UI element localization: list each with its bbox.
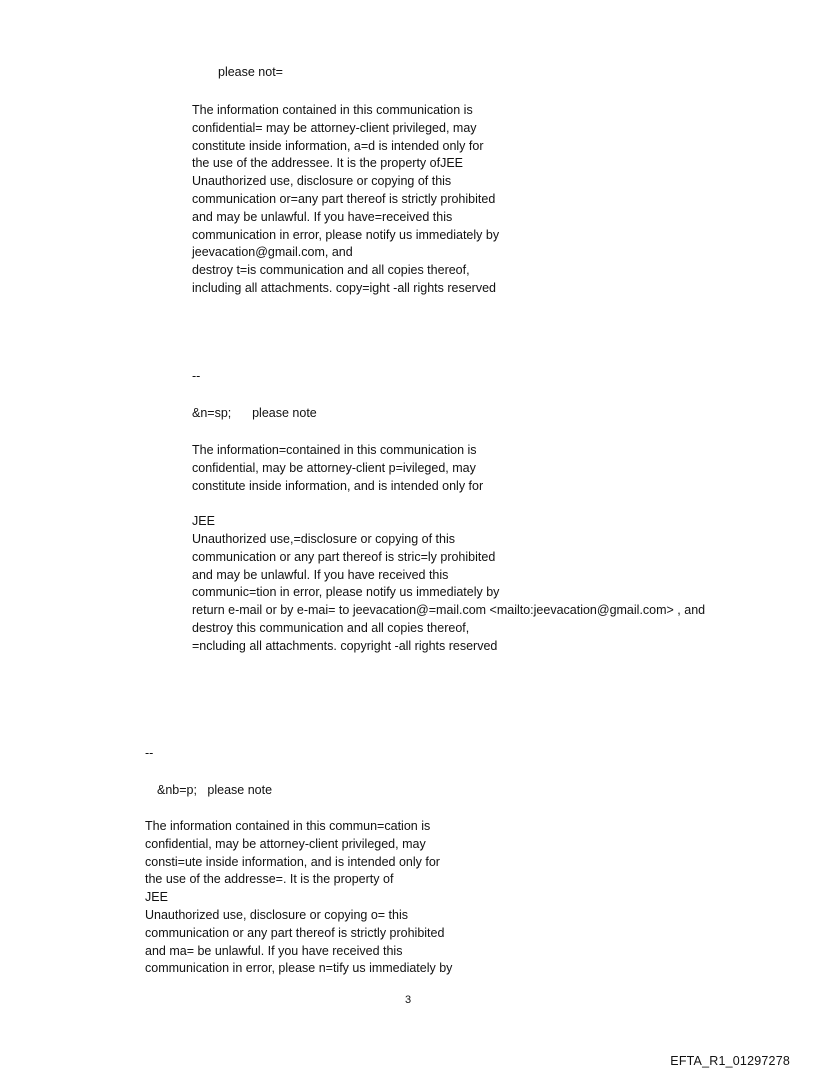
section-3-heading — [157, 782, 272, 800]
separator-text: -- — [145, 746, 154, 760]
body-line: communication or=any part thereof is strictly prohibited — [192, 191, 496, 206]
body-line: jeevacation@gmail.com, and — [192, 245, 353, 260]
body-line: constitute inside information, a=d is intended only for — [192, 138, 484, 153]
body-line: Unauthorized use, disclosure or copying of this — [192, 174, 452, 189]
body-line: JEE — [145, 890, 168, 905]
blank-line — [192, 495, 705, 513]
section-3-body — [145, 818, 452, 978]
body-line: Unauthorized use, disclosure or copying o= this — [145, 907, 408, 922]
bates-number: EFTA_R1_01297278 — [670, 1054, 790, 1068]
page-number: 3 — [404, 994, 412, 1006]
body-line: and ma= be unlawful. If you have received this — [145, 943, 403, 958]
body-line: =ncluding all attachments. copyright -all rights reserved — [192, 638, 498, 653]
body-line: confidential, may be attorney-client p=ivileged, may — [192, 460, 476, 475]
heading-text: please not= — [218, 65, 283, 79]
section-3-separator — [145, 745, 153, 763]
body-line: The information contained in this commun=cation is — [145, 819, 431, 833]
separator-text: -- — [192, 369, 201, 383]
body-line: The information contained in this communication is — [192, 103, 473, 117]
body-line: JEE — [192, 514, 215, 529]
body-line: and may be unlawful. If you have received this — [192, 567, 449, 582]
body-line: Unauthorized use,=disclosure or copying of this — [192, 531, 455, 546]
section-2-separator — [192, 368, 200, 386]
body-line: including all attachments. copy=ight -all rights reserved — [192, 280, 496, 295]
body-line: and may be unlawful. If you have=received this — [192, 209, 453, 224]
body-line: confidential= may be attorney-client privileged, may — [192, 120, 477, 135]
body-line: constitute inside information, and is intended only for — [192, 478, 484, 493]
body-line: return e-mail or by e-mai= to jeevacation@=mail.com <mailto:jeevacation@gmail.com> , and — [192, 603, 706, 618]
section-1-heading — [218, 64, 283, 82]
body-line: communication or any part thereof is strictly prohibited — [145, 925, 445, 940]
body-line: confidential, may be attorney-client privileged, may — [145, 836, 426, 851]
section-2-body — [192, 442, 705, 656]
body-line: destroy this communication and all copies thereof, — [192, 620, 470, 635]
body-line: communication in error, please n=tify us immediately by — [145, 961, 453, 976]
body-line: destroy t=is communication and all copies thereof, — [192, 263, 470, 278]
section-2-heading — [192, 405, 317, 423]
body-line: communication or any part thereof is stric=ly prohibited — [192, 549, 496, 564]
body-line: communic=tion in error, please notify us immediately by — [192, 585, 500, 600]
body-line: the use of the addresse=. It is the property of — [145, 872, 394, 887]
body-line: communication in error, please notify us immediately by — [192, 227, 500, 242]
heading-text: &n=sp; please note — [192, 406, 317, 420]
heading-text: &nb=p; please note — [157, 783, 273, 797]
body-line: consti=ute inside information, and is intended only for — [145, 854, 440, 869]
body-line: The information=contained in this communication is — [192, 443, 477, 457]
body-line: the use of the addressee. It is the property ofJEE — [192, 156, 463, 171]
section-1-body — [192, 102, 499, 298]
